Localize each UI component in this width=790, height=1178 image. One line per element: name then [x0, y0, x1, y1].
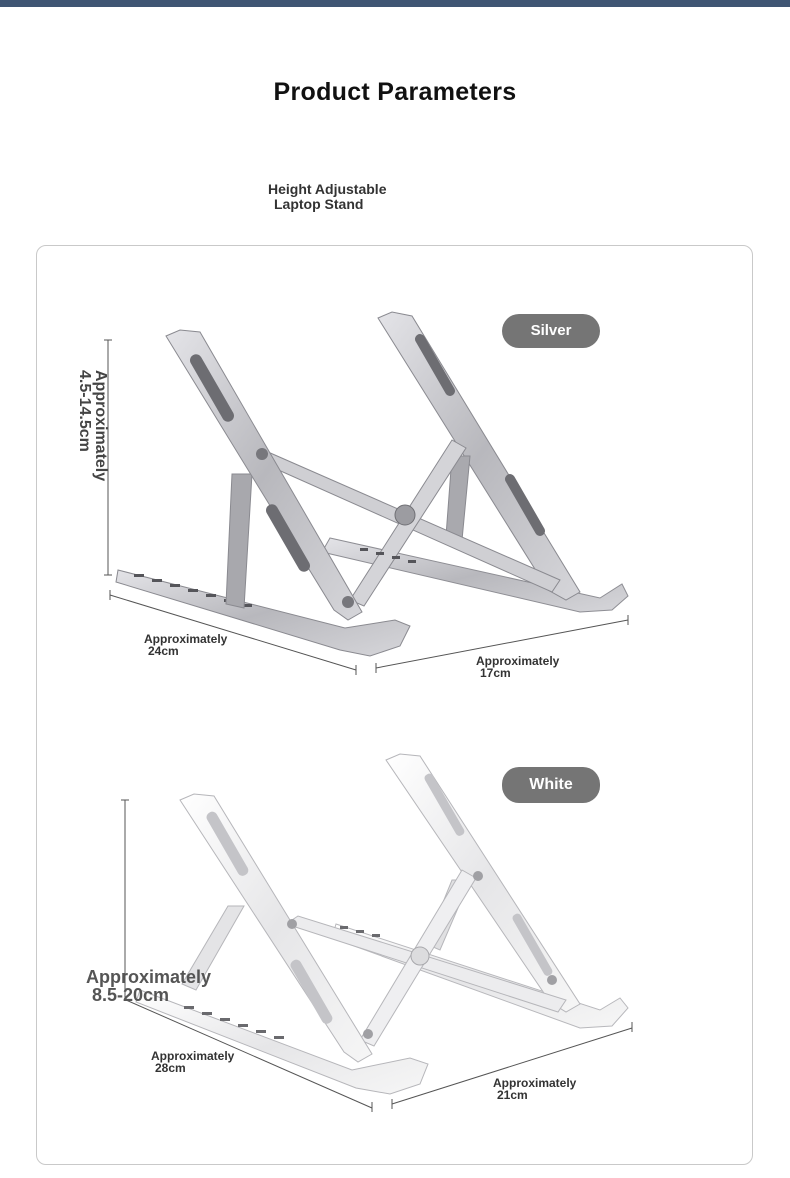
silver-color-badge: Silver — [502, 314, 600, 348]
white-laptop-stand — [136, 754, 628, 1094]
silver-height-line-1: Approximately — [92, 370, 109, 482]
white-height-line-2: 8.5-20cm — [92, 985, 170, 1005]
white-width-line-1: Approximately — [493, 1076, 577, 1090]
silver-laptop-stand — [116, 312, 628, 656]
white-width-label — [493, 1077, 576, 1101]
silver-height-line-2: 4.5-14.5cm — [76, 370, 93, 452]
white-height-line-1: Approximately — [86, 967, 212, 987]
white-width-line-2: 21cm — [497, 1088, 528, 1102]
white-length-label — [151, 1050, 234, 1074]
subtitle-line-2: Laptop Stand — [274, 196, 364, 212]
silver-height-text — [76, 370, 108, 481]
silver-length-line-1: Approximately — [144, 632, 228, 646]
page-title: Product Parameters — [273, 78, 517, 106]
white-length-line-1: Approximately — [151, 1049, 235, 1063]
silver-width-label — [476, 655, 559, 679]
subtitle-line-1: Height Adjustable — [268, 181, 387, 197]
white-height-label — [86, 968, 211, 1004]
silver-width-line-2: 17cm — [480, 666, 511, 680]
silver-length-line-2: 24cm — [148, 644, 179, 658]
silver-width-line-1: Approximately — [476, 654, 560, 668]
silver-height-label — [78, 370, 108, 510]
silver-length-label — [144, 633, 227, 657]
white-color-badge: White — [502, 767, 600, 803]
white-length-line-2: 28cm — [155, 1061, 186, 1075]
